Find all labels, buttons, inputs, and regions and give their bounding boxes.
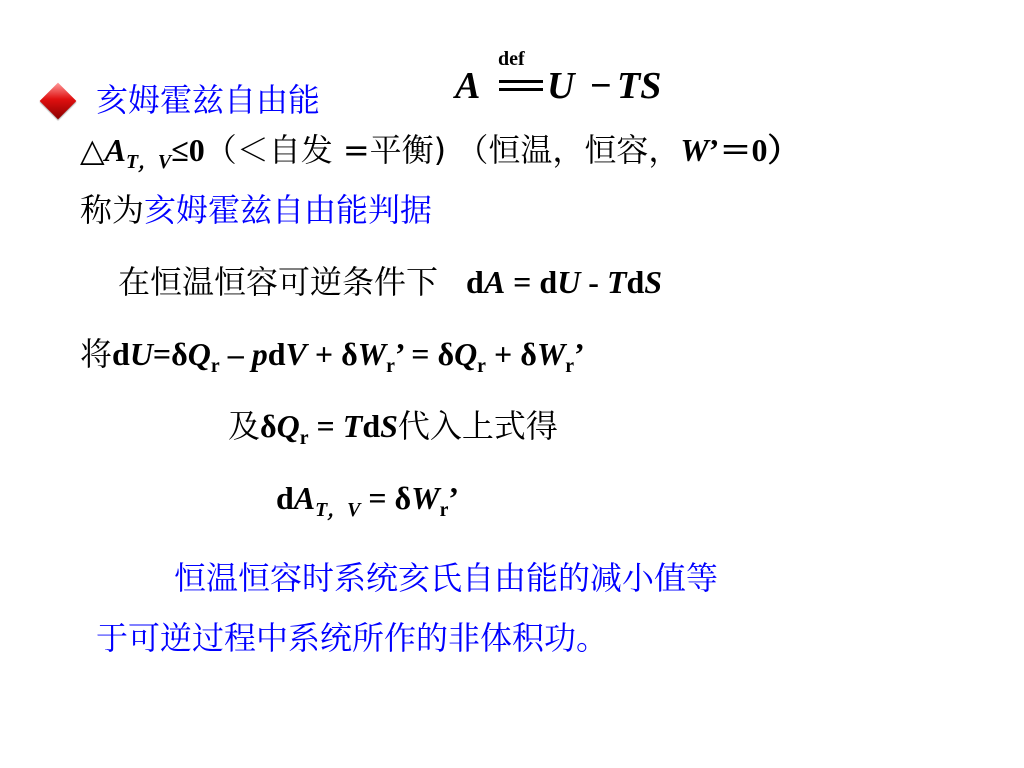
condition-line (118, 262, 662, 302)
du-W2: W (536, 336, 566, 372)
cond-minus: - (580, 264, 607, 300)
called-prefix: 称为 (80, 191, 145, 229)
criterion-paren: （＜自发 =平衡) （恒温，恒容， (204, 131, 681, 169)
dq-S: S (380, 408, 398, 444)
du-r4: r (565, 354, 575, 377)
du-prime: ’ (574, 336, 585, 372)
du-eq-delta: =δ (152, 336, 188, 372)
du-r3: r (477, 354, 486, 377)
conclusion-line-2: 于可逆过程中系统所作的非体积功。 (96, 619, 609, 657)
result-equation (276, 478, 460, 521)
du-Q2: Q (454, 336, 478, 372)
du-d: d (112, 336, 130, 372)
res-sub: T，V (315, 498, 361, 521)
du-U: U (129, 336, 153, 372)
cond-eq: = d (505, 264, 558, 300)
criterion-A: A (104, 132, 126, 168)
condition-text: 在恒温恒容可逆条件下 (118, 263, 439, 301)
dq-eq: = (308, 408, 343, 444)
def-bar-top (499, 80, 543, 83)
dq-T: T (342, 408, 363, 444)
du-p: p (251, 336, 268, 372)
res-A: A (293, 480, 316, 516)
dq-d: d (362, 408, 381, 444)
du-r: r (210, 354, 220, 377)
du-eq-delta2: ’ = δ (394, 336, 455, 372)
criterion-line (80, 130, 800, 173)
du-r2: r (386, 354, 395, 377)
du-V: V (285, 336, 307, 372)
dq-Q: Q (276, 408, 300, 444)
cond-A: A (483, 264, 506, 300)
du-plus-delta2: + δ (485, 336, 537, 372)
ji: 及 (228, 407, 261, 445)
conclusion-line-1: 恒温恒容时系统亥氏自由能的减小值等 (174, 559, 719, 597)
called-line (80, 190, 432, 230)
cond-S: S (644, 264, 663, 300)
delta-symbol: △ (80, 131, 105, 169)
res-W: W (411, 480, 440, 516)
def-bar-bottom (499, 88, 543, 91)
cond-U: U (557, 264, 581, 300)
du-minus: – (219, 336, 252, 372)
bullet-diamond-icon (40, 83, 77, 120)
jiang: 将 (80, 335, 113, 373)
res-eq-delta: = δ (360, 480, 412, 516)
def-rhs-u: U (547, 65, 575, 107)
res-prime: ’ (448, 480, 460, 516)
du-d2: d (267, 336, 286, 372)
du-Q: Q (187, 336, 211, 372)
cond-T: T (606, 264, 627, 300)
criterion-sub: T，V (125, 150, 172, 173)
called-name: 亥姆霍兹自由能判据 (144, 191, 433, 229)
criterion-le0: ≤0 (171, 132, 205, 168)
cond-d2: d (626, 264, 645, 300)
res-r: r (439, 498, 449, 521)
dq-delta: δ (260, 408, 277, 444)
substitution-du-line (80, 334, 585, 377)
substitution-dq-line (228, 406, 558, 449)
def-rhs-ts: TS (617, 65, 662, 107)
def-over: def (498, 48, 525, 70)
def-lhs: A (455, 65, 481, 107)
criterion-tail: ’＝0） (708, 132, 800, 168)
du-W: W (357, 336, 387, 372)
du-plus-delta: + δ (306, 336, 358, 372)
dq-r: r (299, 426, 309, 449)
dq-tail: 代入上式得 (397, 407, 558, 445)
def-minus: − (590, 65, 612, 107)
cond-d1: d (466, 264, 484, 300)
criterion-W: W (680, 132, 709, 168)
res-d: d (276, 480, 294, 516)
section-title: 亥姆霍兹自由能 (96, 81, 321, 119)
